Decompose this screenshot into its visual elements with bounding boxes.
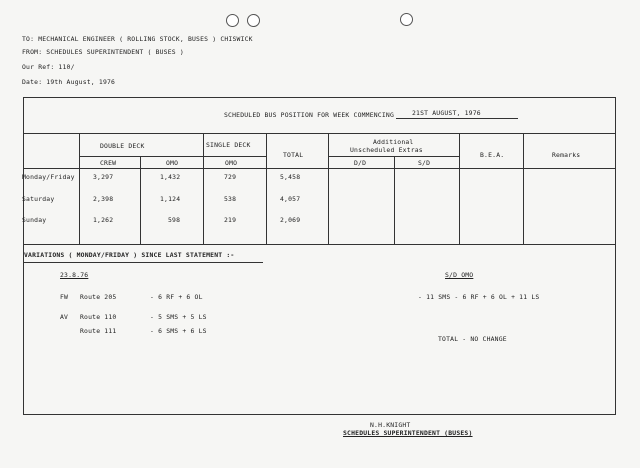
signature-title: SCHEDULES SUPERINTENDENT (BUSES) — [343, 429, 473, 437]
header-dd: D/D — [354, 159, 367, 167]
row-omo-dd: 1,124 — [160, 195, 181, 203]
row-crew: 1,262 — [93, 216, 114, 224]
variations-heading: VARIATIONS ( MONDAY/FRIDAY ) SINCE LAST STATEMENT :- — [24, 251, 235, 259]
header-additional: Additional — [373, 138, 414, 146]
total-no-change: TOTAL - NO CHANGE — [438, 335, 507, 343]
variation-change: - 6 RF + 6 OL — [150, 293, 203, 301]
date-line: Date: 19th August, 1976 — [22, 78, 116, 86]
row-day: Sunday — [22, 216, 47, 224]
col-rule-8 — [523, 133, 524, 244]
row-day: Monday/Friday — [22, 173, 75, 181]
col-rule-1 — [79, 133, 80, 244]
row-total: 5,458 — [280, 173, 301, 181]
row-omo-dd: 1,432 — [160, 173, 181, 181]
header-single-deck: SINGLE DECK — [206, 141, 251, 149]
subheader-rule-dd — [79, 156, 267, 157]
variations-date: 23.8.76 — [60, 271, 89, 279]
row-omo-sd: 219 — [224, 216, 237, 224]
col-rule-4 — [266, 133, 267, 244]
row-total: 4,057 — [280, 195, 301, 203]
col-rule-7 — [459, 133, 460, 244]
row-crew: 3,297 — [93, 173, 114, 181]
punch-hole-center — [247, 14, 260, 27]
header-total: TOTAL — [283, 151, 304, 159]
col-rule-5 — [328, 133, 329, 244]
header-double-deck: DOUBLE DECK — [100, 142, 145, 150]
punch-hole-left — [226, 14, 239, 27]
variation-route: Route 110 — [80, 313, 117, 321]
variation-change: - 5 SMS + 5 LS — [150, 313, 207, 321]
header-crew: CREW — [100, 159, 117, 167]
row-omo-dd: 598 — [168, 216, 181, 224]
row-omo-sd: 538 — [224, 195, 237, 203]
header-remarks: Remarks — [552, 151, 581, 159]
from-line: FROM: SCHEDULES SUPERINTENDENT ( BUSES ) — [22, 48, 184, 56]
header-sd: S/D — [418, 159, 431, 167]
table-title: SCHEDULED BUS POSITION FOR WEEK COMMENCING — [224, 111, 394, 119]
sd-omo-changes: - 11 SMS - 6 RF + 6 OL + 11 LS — [418, 293, 540, 301]
row-crew: 2,398 — [93, 195, 114, 203]
punch-hole-right — [400, 13, 413, 26]
signature-name: N.H.KNIGHT — [370, 421, 411, 429]
col-rule-6 — [394, 156, 395, 244]
row-day: Saturday — [22, 195, 55, 203]
variations-bottom-rule — [23, 262, 263, 263]
ref-line: Our Ref: 110/ — [22, 63, 75, 71]
week-date: 21ST AUGUST, 1976 — [412, 109, 481, 117]
week-date-underline — [396, 118, 518, 119]
table-top-rule — [23, 133, 615, 134]
header-bottom-rule — [23, 168, 615, 169]
sd-omo-label: S/D OMO — [445, 271, 474, 279]
row-omo-sd: 729 — [224, 173, 237, 181]
variation-garage: AV — [60, 313, 69, 321]
header-bea: B.E.A. — [480, 151, 505, 159]
variation-route: Route 205 — [80, 293, 117, 301]
col-rule-3 — [203, 133, 204, 244]
variation-route: Route 111 — [80, 327, 117, 335]
to-line: TO: MECHANICAL ENGINEER ( ROLLING STOCK, BUSES ) CHISWICK — [22, 35, 253, 43]
header-omo-sd: OMO — [225, 159, 238, 167]
variation-change: - 6 SMS + 6 LS — [150, 327, 207, 335]
variation-garage: FW — [60, 293, 69, 301]
header-omo-dd: OMO — [166, 159, 179, 167]
row-total: 2,069 — [280, 216, 301, 224]
col-rule-2 — [140, 156, 141, 244]
table-bottom-rule — [23, 244, 615, 245]
header-unscheduled-extras: Unscheduled Extras — [350, 146, 423, 154]
